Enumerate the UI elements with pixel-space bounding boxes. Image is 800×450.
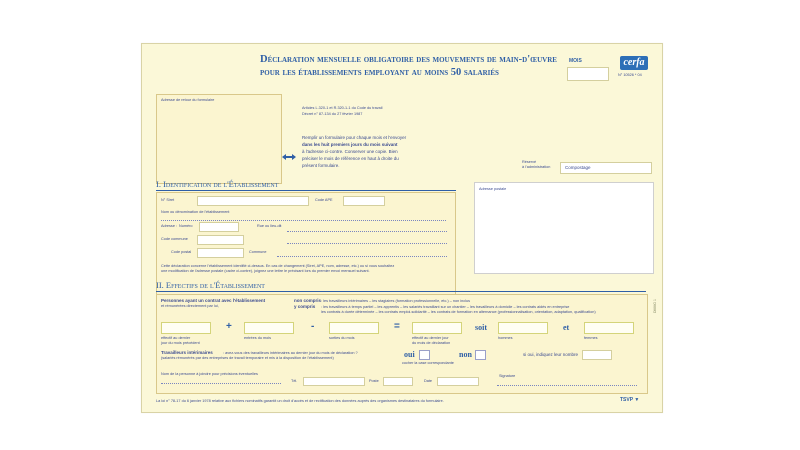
persons-label-1: Personnes ayant un contrat avec l'établissement bbox=[161, 298, 266, 303]
section1-title: I. Identification de l'Établissement bbox=[156, 179, 279, 189]
ape-label: Code APE bbox=[315, 198, 333, 202]
cp-label: Code postal bbox=[171, 250, 192, 254]
poste-label: Poste bbox=[369, 379, 379, 383]
col-label-6: femmes bbox=[584, 336, 598, 340]
nom-label: Nom ou dénomination de l'établissement bbox=[161, 210, 230, 214]
cocher-hint: cocher la case correspondante bbox=[402, 361, 454, 365]
numero-label: Numéro bbox=[179, 224, 193, 228]
equals-op: = bbox=[394, 321, 400, 332]
side-code: DMMO 1 bbox=[653, 299, 657, 313]
commune-code-field[interactable] bbox=[197, 235, 244, 245]
effectif-precedent-field[interactable] bbox=[161, 322, 211, 334]
compostage-field bbox=[560, 162, 652, 174]
signature-line[interactable] bbox=[497, 385, 637, 386]
contact-label: Nom de la personne à joindre pour précisions éventuelles bbox=[161, 372, 258, 376]
date-field[interactable] bbox=[437, 377, 479, 386]
minus-op: - bbox=[311, 321, 315, 332]
et-label: et bbox=[563, 323, 570, 332]
interim-text-2: (salariés rémunérés par des entreprises de travail temporaire et mis à la disposition de l'établissement) bbox=[161, 356, 334, 360]
y-compris-label: y compris bbox=[294, 304, 316, 309]
col-label-1a: effectif au dernier bbox=[161, 336, 191, 340]
arrow-icon bbox=[282, 147, 296, 153]
instruction-5: présent formulaire. bbox=[302, 163, 340, 168]
cerfa-number: N° 10526 * 04 bbox=[618, 73, 642, 77]
declaration-form bbox=[141, 43, 663, 413]
adresse-label: Adresse : bbox=[161, 224, 178, 228]
section1-note-2: une modification de l'adresse postale (cadre ci-contre), joignez une lettre le précisant lors du premier envoi mensuel suivant. bbox=[161, 269, 370, 273]
tel-label: Tél. bbox=[291, 379, 298, 383]
commune-code-label: Code commune bbox=[161, 237, 188, 241]
interim-text: : avez-vous des travailleurs intérimaires au dernier jour du mois de déclaration ? bbox=[223, 351, 358, 355]
sorties-field[interactable] bbox=[329, 322, 379, 334]
reserve-label-2: à l'administration bbox=[522, 165, 551, 169]
article-line-2: Décret n° 87-134 du 27 février 1987 bbox=[302, 112, 363, 116]
instruction-3: à l'adresse ci-contre. Conserver une copie. Bien bbox=[302, 149, 398, 154]
col-label-2: entrées du mois bbox=[244, 336, 272, 340]
effectif-declaration-field[interactable] bbox=[412, 322, 462, 334]
interim-label: Travailleurs intérimaires bbox=[161, 350, 213, 355]
si-oui-label: si oui, indiquez leur nombre bbox=[523, 352, 579, 357]
legal-notice: La loi n° 78-17 du 6 janvier 1978 relative aux fichiers nominatifs garantit un droit d'accès et de rectification des données auprès des organismes destinataires du formulaire. bbox=[156, 399, 444, 403]
soit-label: soit bbox=[475, 323, 487, 332]
article-line-1: Articles L.320-1 et R.320-1-1 du Code du travail bbox=[302, 106, 383, 110]
section1-rule bbox=[156, 190, 456, 191]
rue-line[interactable] bbox=[287, 231, 447, 232]
signature-label: Signature bbox=[499, 374, 516, 378]
hommes-field[interactable] bbox=[498, 322, 548, 334]
ape-field[interactable] bbox=[343, 196, 385, 206]
section1-note-1: Cette déclaration concerne l'établissement identifié ci-dessus. En cas de changement (Siret, APE, nom, adresse, etc.) ou si vous souhaitez bbox=[161, 264, 395, 268]
non-label: non bbox=[459, 350, 472, 359]
effectifs-box bbox=[156, 294, 648, 394]
instruction-2: dans les huit premiers jours du mois suivant bbox=[302, 142, 398, 147]
siret-label: N° Siret bbox=[161, 198, 175, 202]
numero-field[interactable] bbox=[199, 222, 239, 232]
col-label-4a: effectif au dernier jour bbox=[412, 336, 449, 340]
mois-field[interactable] bbox=[567, 67, 609, 81]
form-title-line1: Déclaration mensuelle obligatoire des mouvements de main-d'œuvre bbox=[260, 54, 557, 65]
section2-rule bbox=[156, 291, 646, 292]
y-compris-text-2: les contrats à durée déterminée – les contrats emploi-solidarité – les contrats de formation en alternance (professionnalisation, orientation, adaptation, qualification) bbox=[321, 310, 596, 314]
col-label-4b: du mois de déclaration bbox=[412, 341, 451, 345]
return-address-label: Adresse de retour du formulaire bbox=[161, 98, 215, 102]
y-compris-text-1: : les travailleurs à temps partiel – les apprentis – les salariés travaillant sur un chantier – les travailleurs à domicile – les contrats aidés en entreprise bbox=[321, 305, 570, 309]
compostage-label: Compostage bbox=[565, 165, 591, 170]
persons-label-2: et rémunérées directement par lui, bbox=[161, 304, 219, 308]
instruction-4: préciser le mois de référence en haut à droite du bbox=[302, 156, 399, 161]
oui-label: oui bbox=[404, 350, 415, 359]
postal-address-box bbox=[474, 182, 654, 274]
mois-label: MOIS bbox=[569, 58, 582, 64]
col-label-3: sorties du mois bbox=[329, 336, 355, 340]
col-label-5: hommes bbox=[498, 336, 513, 340]
address-line-2[interactable] bbox=[287, 243, 447, 244]
non-compris-text: : les travailleurs intérimaires – les stagiaires (formation professionnelle, etc.) – non inclus bbox=[321, 299, 470, 303]
commune-name-line[interactable] bbox=[277, 256, 447, 257]
postal-address-label: Adresse postale bbox=[479, 187, 507, 191]
col-label-1b: jour du mois précédent bbox=[161, 341, 200, 345]
form-title-line2: pour les établissements employant au moins 50 salariés bbox=[260, 67, 499, 78]
reserve-label-1: Réservé bbox=[522, 160, 537, 164]
nom-line[interactable] bbox=[161, 220, 446, 221]
rue-label: Rue ou lieu-dit bbox=[257, 224, 282, 228]
commune-name-label: Commune bbox=[249, 250, 267, 254]
femmes-field[interactable] bbox=[584, 322, 634, 334]
plus-op: + bbox=[226, 321, 232, 332]
oui-checkbox[interactable] bbox=[419, 350, 430, 360]
interim-count-field[interactable] bbox=[582, 350, 612, 360]
poste-field[interactable] bbox=[383, 377, 413, 386]
tel-field[interactable] bbox=[303, 377, 365, 386]
cerfa-logo: cerfa bbox=[620, 56, 648, 70]
siret-field[interactable] bbox=[197, 196, 309, 206]
section2-title: II. Effectifs de l'Établissement bbox=[156, 280, 265, 290]
instruction-1: Remplir un formulaire pour chaque mois et l'envoyer bbox=[302, 135, 407, 140]
non-checkbox[interactable] bbox=[475, 350, 486, 360]
date-label: Date bbox=[424, 379, 433, 383]
contact-name-line[interactable] bbox=[161, 383, 281, 384]
cp-field[interactable] bbox=[197, 248, 244, 258]
return-address-box[interactable] bbox=[156, 94, 282, 184]
non-compris-label: non compris bbox=[294, 298, 322, 303]
entrees-field[interactable] bbox=[244, 322, 294, 334]
tsvp-label: TSVP ▼ bbox=[620, 397, 640, 403]
